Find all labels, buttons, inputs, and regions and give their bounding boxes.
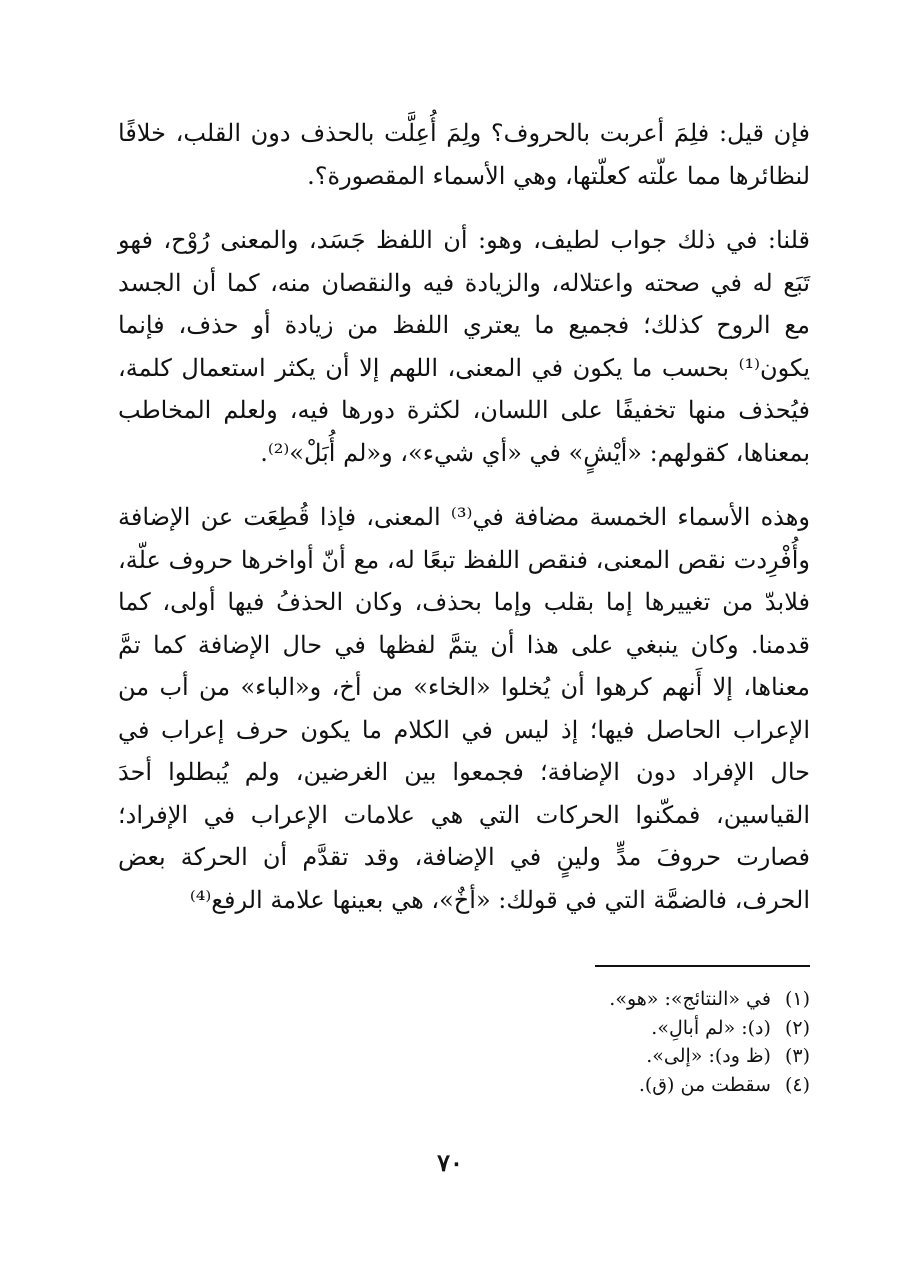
paragraph-question: فإن قيل: فلِمَ أعربت بالحروف؟ ولِمَ أُعِلَّت بالحذف دون القلب، خلافًا لنظائرها مما علّته كعلّتها، وهي الأسماء المقصورة؟.: [118, 119, 810, 190]
footnote-number: (٤): [784, 1073, 810, 1096]
footnote-item: [118, 1014, 810, 1043]
footnote-text: (ظ ود): «إلى».: [646, 1045, 771, 1067]
footnote-number: (٢): [784, 1016, 810, 1039]
footnote-item: [118, 1071, 810, 1100]
footnotes: [118, 985, 810, 1099]
footnote-text: سقطت من (ق).: [638, 1073, 771, 1096]
paragraph-five-nouns: وهذه الأسماء الخمسة مضافة في⁽³⁾ المعنى، فإذا قُطِعَت عن الإضافة وأُفْرِدت نقص المعنى، فنقص اللفظ تبعًا له، مع أنّ أواخرها حروف علّة، فلابدّ من تغييرها إما بقلب وإما بحذف، وكان الحذفُ فيها أولى، كما قدمنا. وكان ينبغي على هذا أن يتمَّ لفظها في حال الإضافة كما تمَّ معناها، إلا أَنهم كرهوا أن يُخلوا «الخاء» من أخ، و«الباء» من أب من الإعراب الحاصل فيها؛ إذ ليس في الكلام ما يكون حرف إعراب في حال الإفراد دون الإضافة؛ فجمعوا بين الغرضين، ولم يُبطلوا أحدَ القياسين، فمكّنوا الحركات التي هي علامات الإعراب في الإفراد؛ فصارت حروفَ مدٍّ ولينٍ في الإضافة، وقد تقدَّم أن الحركة بعض الحرف، فالضمَّة التي في قولك: «أخٌ»، هي بعينها علامة الرفع⁽⁴⁾: [118, 503, 811, 914]
footnote-text: في «النتائج»: «هو».: [609, 988, 771, 1010]
main-text: [118, 112, 810, 921]
footnote-separator: [595, 965, 810, 967]
footnote-item: [118, 1042, 810, 1071]
footnote-number: (١): [784, 988, 810, 1010]
paragraph-answer: قلنا: في ذلك جواب لطيف، وهو: أن اللفظ جَسَد، والمعنى رُوْح، فهو تَبَع له في صحته واعتلاله، والزيادة فيه والنقصان منه، كما أن الجسد مع الروح كذلك؛ فجميع ما يعتري اللفظ من زيادة أو حذف، فإنما يكون⁽¹⁾ بحسب ما يكون في المعنى، اللهم إلا أن يكثر استعمال كلمة، فيُحذف منها تخفيفًا على اللسان، لكثرة دورها فيه، ولعلم المخاطب بمعناها، كقولهم: «أيْشٍ» في «أي شيء»، و«لم أُبَلْ»⁽²⁾.: [118, 226, 811, 467]
page-number: ٧٠: [437, 1148, 463, 1177]
footnote-number: (٣): [784, 1045, 810, 1067]
footnote-item: [118, 985, 810, 1014]
footnote-text: (د): «لم أبالِ».: [651, 1016, 771, 1039]
